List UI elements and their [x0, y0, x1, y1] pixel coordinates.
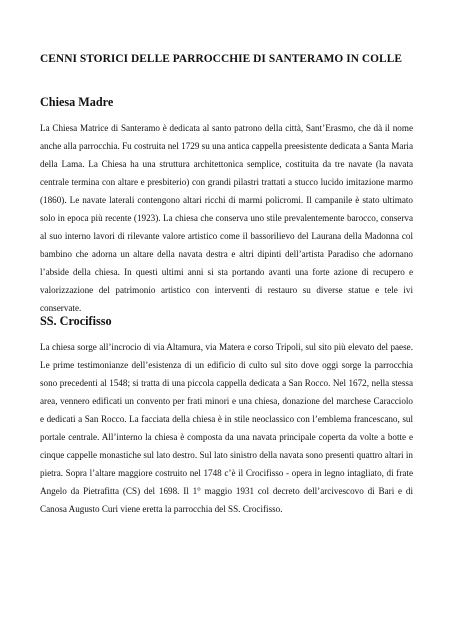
- section-heading-ss-crocifisso: SS. Crocifisso: [40, 314, 112, 328]
- section-heading-chiesa-madre: Chiesa Madre: [40, 95, 114, 109]
- section-body-chiesa-madre: La Chiesa Matrice di Santeramo è dedicata al santo patrono della città, Sant’Erasmo, che dà il nome anche alla parrocchia. Fu costruita nel 1729 su una antica cappella preesistente dedicata a Santa Maria della Lama. La Chiesa ha una struttura architettonica semplice, costituita da tre navate (la navata centrale termina con altare e presbiterio) con grandi pilastri trattati a stucco lucido imitazione marmo (1860). Le navate laterali contengono altari ricchi di marmi policromi. Il campanile è stato ultimato solo in epoca più recente (1923). La chiesa che conserva uno stile prevalentemente barocco, conserva al suo interno lavori di rilevante valore artistico come il bassorilievo del Laurana della Madonna col bambino che adorna un altare della navata destra e altri dipinti dell’artista Paradiso che adornano l’abside della chiesa. In questi ultimi anni si sta portando avanti una forte azione di recupero e valorizzazione del patrimonio artistico con interventi di restauro su diverse statue e tele ivi conservate.: [40, 123, 413, 313]
- section-body-ss-crocifisso: La chiesa sorge all’incrocio di via Altamura, via Matera e corso Tripoli, sul sito più elevato del paese. Le prime testimonianze dell’esistenza di un edificio di culto sul sito dove oggi sorge la parrocchia sono precedenti al 1548; si tratta di una piccola cappella dedicata a San Rocco. Nel 1672, nella stessa area, vennero edificati un convento per frati minori e una chiesa, donazione del marchese Caracciolo e dedicati a San Rocco. La facciata della chiesa è in stile neoclassico con l’emblema francescano, sul portale centrale. All’interno la chiesa è composta da una navata principale coperta da volte a botte e cinque cappelle monastiche sul lato destro. Sul lato sinistro della navata sono presenti quattro altari in pietra. Sopra l’altare maggiore costruito nel 1748 c’è il Crocifisso - opera in legno intagliato, di frate Angelo da Pietrafitta (CS) del 1698. Il 1° maggio 1931 col decreto dell’arcivescovo di Bari e di Canosa Augusto Curi viene eretta la parrocchia del SS. Crocifisso.: [40, 342, 413, 514]
- document-title: CENNI STORICI DELLE PARROCCHIE DI SANTERAMO IN COLLE: [40, 53, 402, 65]
